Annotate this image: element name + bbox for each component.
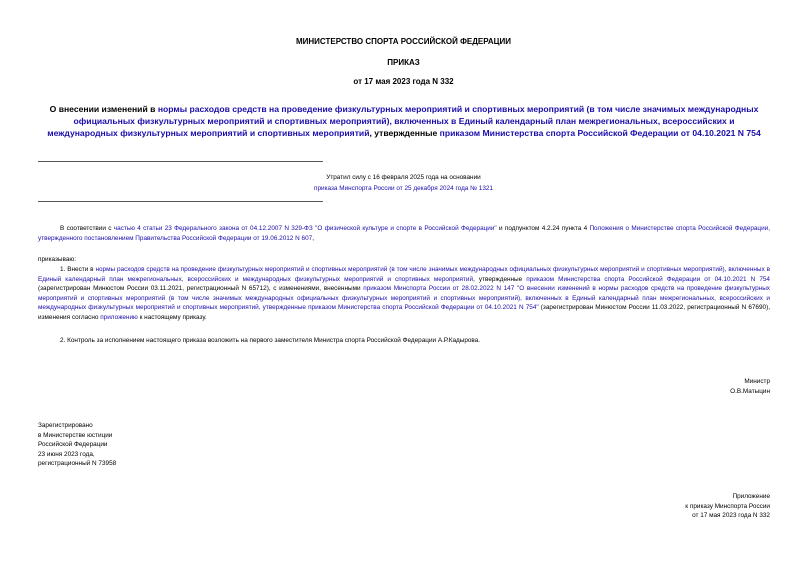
- appendix-ref-line-3: от 17 мая 2023 года N 332: [692, 512, 770, 520]
- preamble-paragraph: [38, 224, 770, 243]
- registration-line-5: регистрационный N 73958: [38, 460, 117, 468]
- registration-line-3: Российской Федерации: [38, 441, 108, 449]
- document-date: от 17 мая 2023 года N 332: [353, 77, 454, 86]
- document-title: [38, 103, 770, 139]
- repeal-order-link[interactable]: приказа Минспорта России от 25 декабря 2024 года № 1321: [314, 184, 493, 192]
- item-1-text-5: к настоящему приказу.: [137, 313, 207, 321]
- preamble-text-1: В соответствии с: [60, 225, 114, 232]
- item-2-paragraph: [38, 336, 770, 346]
- signature-block: [600, 377, 770, 396]
- item-1-text-4: (зарегистрирован Минюстом России 11.03.2022, регистрационный N 67690), изменения согласно: [38, 304, 770, 321]
- item-1-paragraph: [38, 265, 770, 323]
- federal-law-link[interactable]: частью 4 статьи 23 Федерального закона от 04.12.2007 N 329-ФЗ "О физической культуре и спорте в Российской Федерации": [113, 225, 497, 232]
- appendix-link[interactable]: приложению: [100, 313, 138, 321]
- item-2-text: 2. Контроль за исполнением настоящего приказа возложить на первого заместителя Министра спорта Российской Федерации А.Р.Кадырова.: [60, 337, 481, 344]
- item-1-order-147-link[interactable]: приказом Минспорта России от 28.02.2022 N 147 "О внесении изменений в нормы расходов средств на проведение физкультурных мероприятий и спортивных мероприятий (в том числе значимых международных официальных физкультурных мероприятий и спортивных мероприятий), включенных в Единый календарный план межрегиональных, всероссийских и международных физкультурных мероприятий и спортивных мероприятий, утвержденные приказом Министерства спорта Российской Федерации от 04.10.2021 N 754": [38, 285, 771, 312]
- item-1-order-754-link[interactable]: приказом Министерства спорта Российской Федерации от 04.10.2021 N 754: [526, 275, 770, 283]
- title-norms-link[interactable]: нормы расходов средств на проведение физкультурных мероприятий и спортивных мероприятий (в том числе значимых международных официальных физкультурных мероприятий и спортивных мероприятий), включенных в Единый календарный план межрегиональных, всероссийских и международных физкультурных мероприятий и спортивных мероприятий: [47, 104, 759, 138]
- ministry-name: МИНИСТЕРСТВО СПОРТА РОССИЙСКОЙ ФЕДЕРАЦИИ: [295, 37, 512, 46]
- item-1-norms-link[interactable]: нормы расходов средств на проведение физкультурных мероприятий и спортивных мероприятий (в том числе значимых международных официальных физкультурных мероприятий и спортивных мероприятий), включенных в Единый календарный план межрегиональных, всероссийских и международных физкультурных мероприятий и спортивных мероприятий: [38, 266, 770, 283]
- registration-block: [38, 421, 116, 469]
- preamble-text-3: ,: [312, 234, 314, 242]
- item-1-text-2: , утвержденные: [473, 275, 527, 283]
- signatory-position: Министр: [744, 378, 770, 385]
- registration-line-4: 23 июня 2023 года,: [38, 450, 95, 458]
- appendix-ref-line-1: Приложение: [732, 493, 770, 500]
- appendix-reference: [560, 492, 770, 521]
- divider-top: [38, 161, 323, 162]
- preamble-text-2: и подпунктом 4.2.24 пункта 4: [496, 225, 590, 232]
- title-middle: , утвержденные: [369, 128, 440, 138]
- divider-bottom: [38, 201, 323, 202]
- signatory-name: О.В.Матыцин: [730, 387, 770, 395]
- document-type: ПРИКАЗ: [387, 58, 420, 67]
- order-word: приказываю:: [38, 256, 76, 263]
- ministry-regulation-link[interactable]: Положения о Министерстве спорта Российской Федерации, утвержденного постановлением Правительства Российской Федерации от 19.06.2012 N 607: [38, 225, 770, 242]
- item-1-text-3: (зарегистрирован Минюстом России 03.11.2021, регистрационный N 65712), с изменениями, внесенными: [38, 285, 364, 293]
- registration-line-2: в Министерстве юстиции: [38, 431, 113, 439]
- registration-line-1: Зарегистрировано: [38, 422, 93, 429]
- status-note: [0, 173, 807, 193]
- appendix-ref-line-2: к приказу Минспорта России: [685, 502, 770, 510]
- status-note-text: Утратил силу с 16 февраля 2025 года на основании: [326, 174, 481, 181]
- title-prefix: О внесении изменений в: [49, 104, 158, 114]
- title-order-link[interactable]: приказом Министерства спорта Российской Федерации от 04.10.2021 N 754: [439, 128, 761, 138]
- item-1-text-1: 1. Внести в: [60, 266, 96, 273]
